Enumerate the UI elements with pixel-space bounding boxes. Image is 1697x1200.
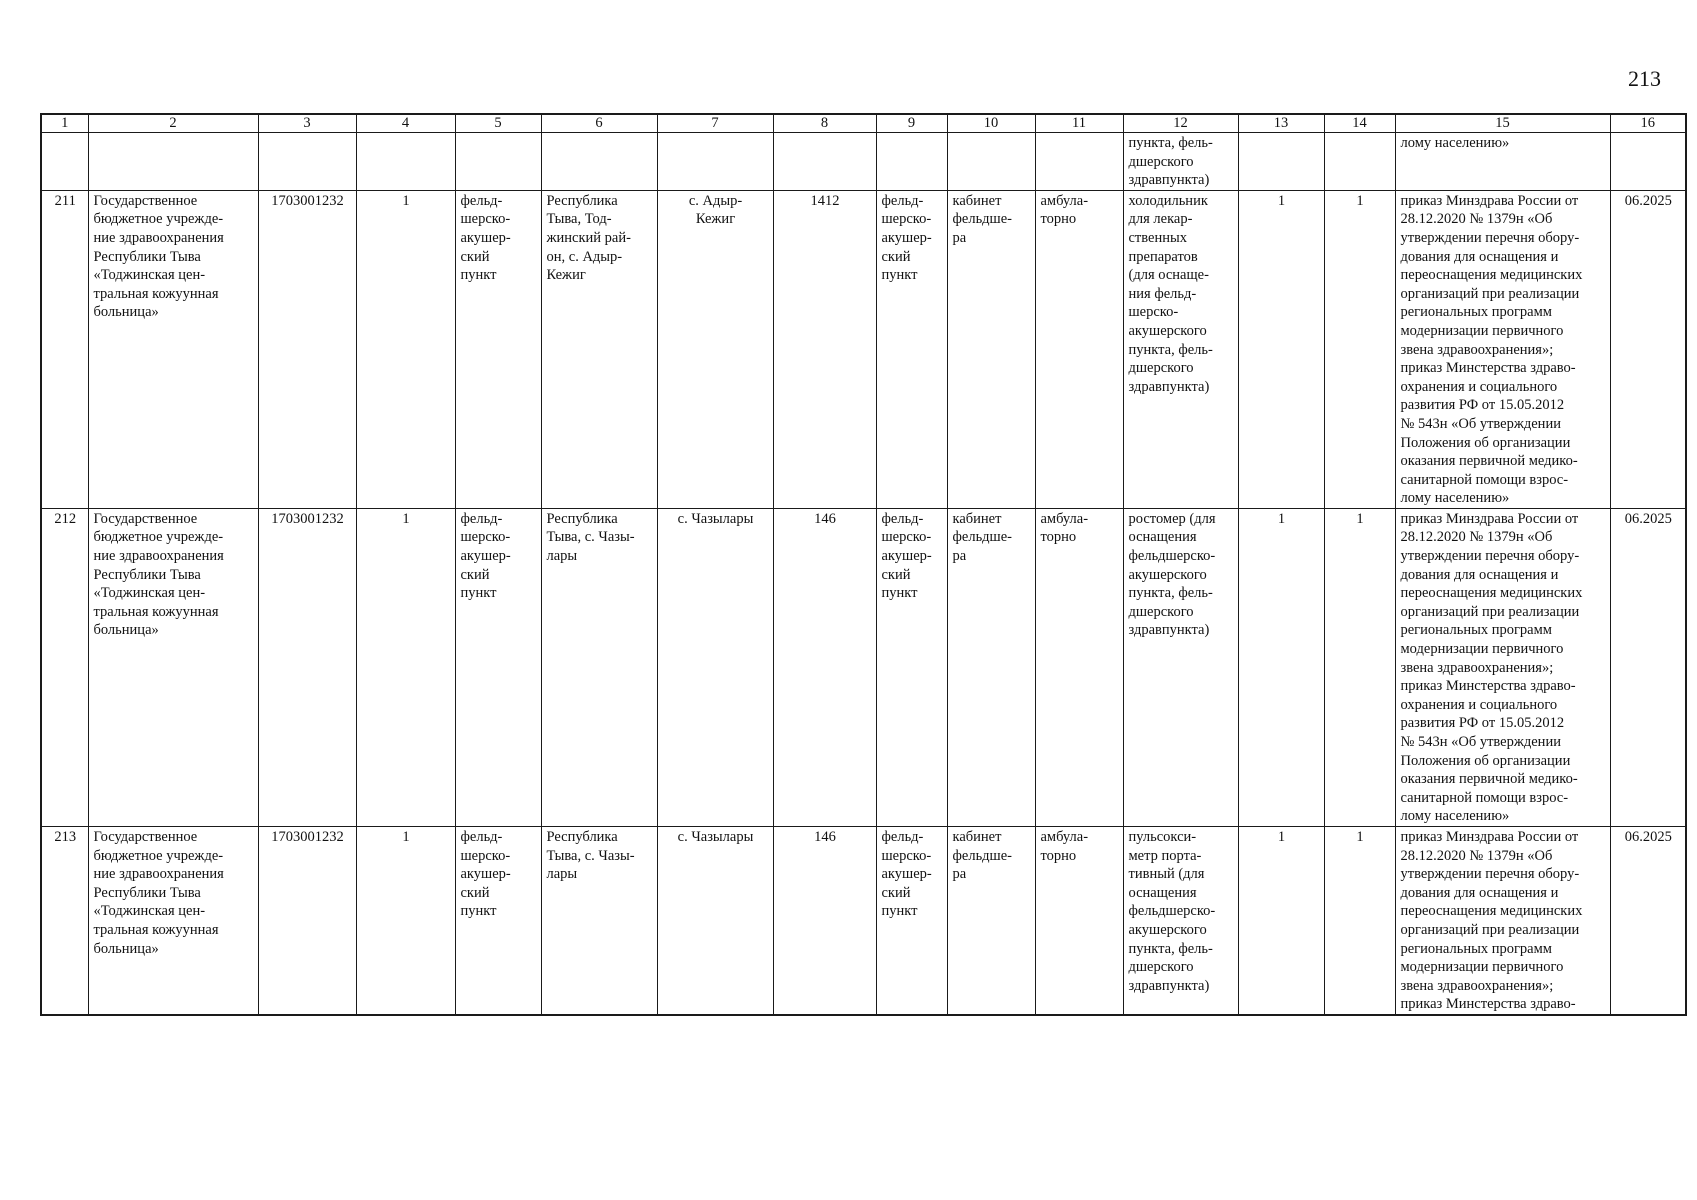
- date-cell: 06.2025: [1610, 190, 1686, 508]
- table-cell: [1610, 133, 1686, 191]
- table-row: [41, 508, 1686, 826]
- basis-cell: приказ Минздрава России от 28.12.2020 № 1379н «Об утверждении перечня обору- дования для оснащения и переоснащения медицинских организаций при реализации региональных программ модернизации первичного звена здравоохранения»; приказ Минстерства здраво- охранения и социального развития РФ от 15.05.2012 № 543н «Об утверждении Положения об организации оказания первичной медико- санитарной помощи взрос- лому населению»: [1395, 508, 1610, 826]
- table-cell: [41, 133, 88, 191]
- column-header: 11: [1035, 114, 1123, 133]
- quantity-cell: 1: [356, 508, 455, 826]
- facility-type-cell: фельд- шерско- акушер- ский пункт: [455, 190, 541, 508]
- table-cell: [1324, 133, 1395, 191]
- column-header: 10: [947, 114, 1035, 133]
- table-cell: [657, 133, 773, 191]
- equipment-cell: пульсокси- метр порта- тивный (для оснащения фельдшерско- акушерского пункта, фель- дшерского здравпункта): [1123, 826, 1238, 1014]
- unit-cell: фельд- шерско- акушер- ский пункт: [876, 190, 947, 508]
- organization-cell: Государственное бюджетное учрежде- ние здравоохранения Республики Тыва «Тоджинская цен- тральная кожуунная больница»: [88, 508, 258, 826]
- column-header: 12: [1123, 114, 1238, 133]
- table-cell: [541, 133, 657, 191]
- table-cell: [1035, 133, 1123, 191]
- page-number: 213: [1628, 66, 1661, 91]
- column-header: 14: [1324, 114, 1395, 133]
- column-number-row: [41, 114, 1686, 133]
- count-cell: 1: [1238, 826, 1324, 1014]
- organization-cell: Государственное бюджетное учрежде- ние здравоохранения Республики Тыва «Тоджинская цен- тральная кожуунная больница»: [88, 190, 258, 508]
- quantity-cell: 1: [356, 826, 455, 1014]
- count-cell: 1: [1324, 508, 1395, 826]
- column-header: 13: [1238, 114, 1324, 133]
- address-cell: Республика Тыва, Тод- жинский рай- он, с. Адыр- Кежиг: [541, 190, 657, 508]
- continuation-row: [41, 133, 1686, 191]
- table-cell: [876, 133, 947, 191]
- table-cell: [258, 133, 356, 191]
- count-cell: 1: [1238, 508, 1324, 826]
- address-cell: Республика Тыва, с. Чазы- лары: [541, 826, 657, 1014]
- count-cell: 1: [1324, 190, 1395, 508]
- column-header: 6: [541, 114, 657, 133]
- count-cell: 1: [1238, 190, 1324, 508]
- quantity-cell: 1: [356, 190, 455, 508]
- population-cell: 1412: [773, 190, 876, 508]
- column-header: 5: [455, 114, 541, 133]
- column-header: 3: [258, 114, 356, 133]
- room-cell: кабинет фельдше- ра: [947, 190, 1035, 508]
- population-cell: 146: [773, 508, 876, 826]
- date-cell: 06.2025: [1610, 508, 1686, 826]
- basis-cell: лому населению»: [1395, 133, 1610, 191]
- table-cell: [947, 133, 1035, 191]
- column-header: 16: [1610, 114, 1686, 133]
- table-cell: [773, 133, 876, 191]
- row-number-cell: 212: [41, 508, 88, 826]
- table-cell: [356, 133, 455, 191]
- unit-cell: фельд- шерско- акушер- ский пункт: [876, 826, 947, 1014]
- equipment-cell: холодильник для лекар- ственных препаратов (для оснаще- ния фельд- шерско- акушерского пункта, фель- дшерского здравпункта): [1123, 190, 1238, 508]
- condition-cell: амбула- торно: [1035, 826, 1123, 1014]
- inn-cell: 1703001232: [258, 508, 356, 826]
- basis-cell: приказ Минздрава России от 28.12.2020 № 1379н «Об утверждении перечня обору- дования для оснащения и переоснащения медицинских организаций при реализации региональных программ модернизации первичного звена здравоохранения»; приказ Минстерства здраво-: [1395, 826, 1610, 1014]
- column-header: 9: [876, 114, 947, 133]
- inn-cell: 1703001232: [258, 190, 356, 508]
- date-cell: 06.2025: [1610, 826, 1686, 1014]
- equipment-cell: пункта, фель- дшерского здравпункта): [1123, 133, 1238, 191]
- unit-cell: фельд- шерско- акушер- ский пункт: [876, 508, 947, 826]
- condition-cell: амбула- торно: [1035, 190, 1123, 508]
- equipment-table: [40, 113, 1687, 1016]
- settlement-cell: с. Чазылары: [657, 826, 773, 1014]
- room-cell: кабинет фельдше- ра: [947, 826, 1035, 1014]
- equipment-cell: ростомер (для оснащения фельдшерско- акушерского пункта, фель- дшерского здравпункта): [1123, 508, 1238, 826]
- organization-cell: Государственное бюджетное учрежде- ние здравоохранения Республики Тыва «Тоджинская цен- тральная кожуунная больница»: [88, 826, 258, 1014]
- column-header: 8: [773, 114, 876, 133]
- row-number-cell: 213: [41, 826, 88, 1014]
- facility-type-cell: фельд- шерско- акушер- ский пункт: [455, 508, 541, 826]
- column-header: 7: [657, 114, 773, 133]
- condition-cell: амбула- торно: [1035, 508, 1123, 826]
- room-cell: кабинет фельдше- ра: [947, 508, 1035, 826]
- settlement-cell: с. Чазылары: [657, 508, 773, 826]
- table-cell: [455, 133, 541, 191]
- table-cell: [1238, 133, 1324, 191]
- column-header: 15: [1395, 114, 1610, 133]
- table-cell: [88, 133, 258, 191]
- table-row: [41, 190, 1686, 508]
- settlement-cell: с. Адыр- Кежиг: [657, 190, 773, 508]
- facility-type-cell: фельд- шерско- акушер- ский пункт: [455, 826, 541, 1014]
- column-header: 4: [356, 114, 455, 133]
- table-row: [41, 826, 1686, 1014]
- row-number-cell: 211: [41, 190, 88, 508]
- address-cell: Республика Тыва, с. Чазы- лары: [541, 508, 657, 826]
- population-cell: 146: [773, 826, 876, 1014]
- inn-cell: 1703001232: [258, 826, 356, 1014]
- column-header: 2: [88, 114, 258, 133]
- basis-cell: приказ Минздрава России от 28.12.2020 № 1379н «Об утверждении перечня обору- дования для оснащения и переоснащения медицинских организаций при реализации региональных программ модернизации первичного звена здравоохранения»; приказ Минстерства здраво- охранения и социального развития РФ от 15.05.2012 № 543н «Об утверждении Положения об организации оказания первичной медико- санитарной помощи взрос- лому населению»: [1395, 190, 1610, 508]
- count-cell: 1: [1324, 826, 1395, 1014]
- column-header: 1: [41, 114, 88, 133]
